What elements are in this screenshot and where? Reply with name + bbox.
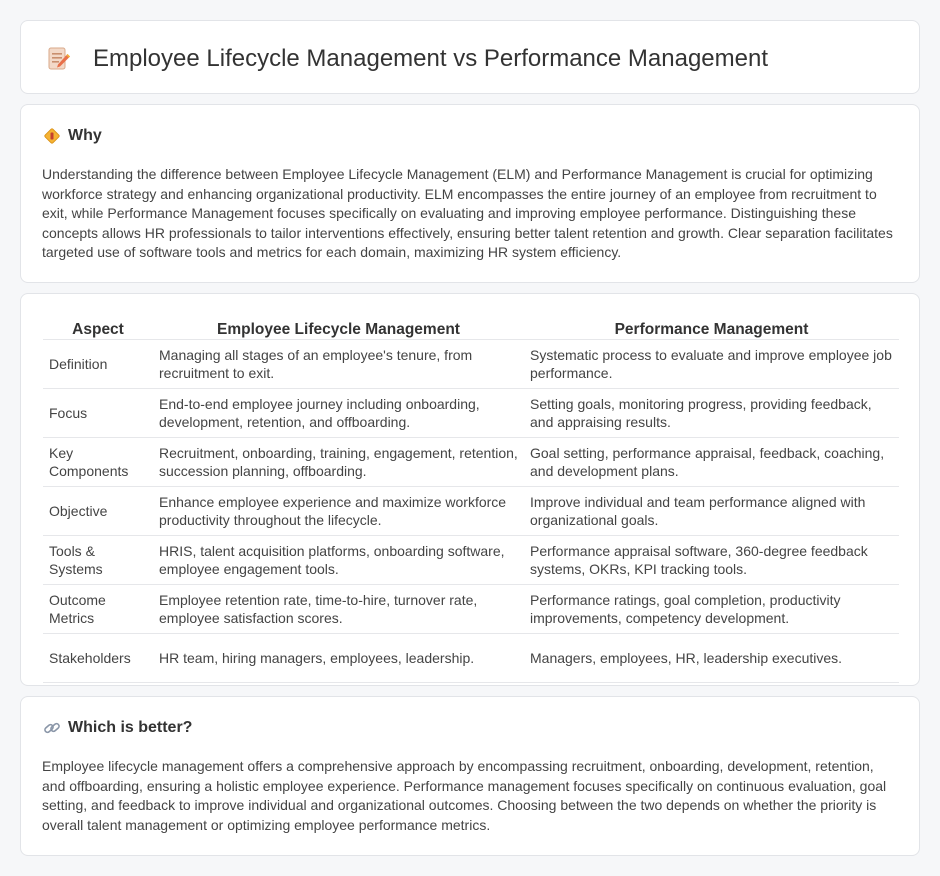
header-card: [20, 20, 920, 94]
row-pm: Systematic process to evaluate and improve employee job performance.: [524, 339, 899, 388]
header-elm: Employee Lifecycle Management: [153, 314, 524, 339]
why-text: Understanding the difference between Employee Lifecycle Management (ELM) and Performance Management is crucial for optimizing workforce strategy and enhancing organizational productivity. ELM encompasses the entire journey of an employee from recruitment to exit, while Performance Management focuses specifically on evaluating and improving employee performance. Distinguishing these concepts allows HR professionals to tailor interventions effectively, ensuring better talent retention and growth. Clear separation facilitates targeted use of software tools and metrics for each domain, maximizing HR system efficiency.: [42, 166, 893, 260]
row-elm: Managing all stages of an employee's tenure, from recruitment to exit.: [153, 339, 524, 388]
why-title: Why: [68, 127, 102, 144]
row-pm: Improve individual and team performance aligned with organizational goals.: [524, 486, 899, 535]
row-pm: Managers, employees, HR, leadership executives.: [524, 633, 899, 682]
row-elm: Recruitment, onboarding, training, engagement, retention, succession planning, offboarding.: [153, 437, 524, 486]
row-pm: Setting goals, monitoring progress, providing feedback, and appraising results.: [524, 388, 899, 437]
table-row: [43, 339, 899, 388]
table-row: [43, 633, 899, 682]
row-elm: HRIS, talent acquisition platforms, onboarding software, employee engagement tools.: [153, 535, 524, 584]
title-row: [47, 45, 768, 73]
row-aspect: Key Components: [43, 437, 153, 486]
table-row: [43, 535, 899, 584]
better-title: Which is better?: [68, 719, 193, 736]
row-aspect: Outcome Metrics: [43, 584, 153, 633]
table-row: [43, 486, 899, 535]
comparison-table: [43, 314, 899, 683]
row-elm: Enhance employee experience and maximize workforce productivity throughout the lifecycle.: [153, 486, 524, 535]
row-aspect: Stakeholders: [43, 633, 153, 682]
table-row: [43, 388, 899, 437]
row-pm: Performance ratings, goal completion, productivity improvements, competency development.: [524, 584, 899, 633]
row-aspect: Tools & Systems: [43, 535, 153, 584]
header-pm: Performance Management: [524, 314, 899, 339]
row-aspect: Definition: [43, 339, 153, 388]
why-heading: [43, 127, 102, 145]
better-text: Employee lifecycle management offers a comprehensive approach by encompassing recruitment, onboarding, development, retention, and offboarding, ensuring a holistic employee experience. Performance management focuses specifically on continuous evaluation, goal setting, and feedback to improve individual and organizational outcomes. Choosing between the two depends on whether the priority is overall talent management or optimizing employee performance metrics.: [42, 758, 887, 833]
row-elm: Employee retention rate, time-to-hire, turnover rate, employee satisfaction scores.: [153, 584, 524, 633]
table-header-row: [43, 314, 899, 339]
document-pencil-icon: [47, 46, 71, 72]
row-pm: Goal setting, performance appraisal, feedback, coaching, and development plans.: [524, 437, 899, 486]
row-aspect: Focus: [43, 388, 153, 437]
better-section: [20, 696, 920, 856]
row-elm: HR team, hiring managers, employees, leadership.: [153, 633, 524, 682]
better-heading: [43, 719, 192, 737]
link-icon: [43, 719, 61, 737]
why-section: [20, 104, 920, 283]
row-pm: Performance appraisal software, 360-degree feedback systems, OKRs, KPI tracking tools.: [524, 535, 899, 584]
row-elm: End-to-end employee journey including onboarding, development, retention, and offboarding.: [153, 388, 524, 437]
table-row: [43, 437, 899, 486]
table-row: [43, 584, 899, 633]
header-aspect: Aspect: [43, 314, 153, 339]
page-title: Employee Lifecycle Management vs Performance Management: [93, 45, 768, 72]
diamond-sign-icon: [43, 127, 61, 145]
row-aspect: Objective: [43, 486, 153, 535]
comparison-card: [20, 293, 920, 686]
